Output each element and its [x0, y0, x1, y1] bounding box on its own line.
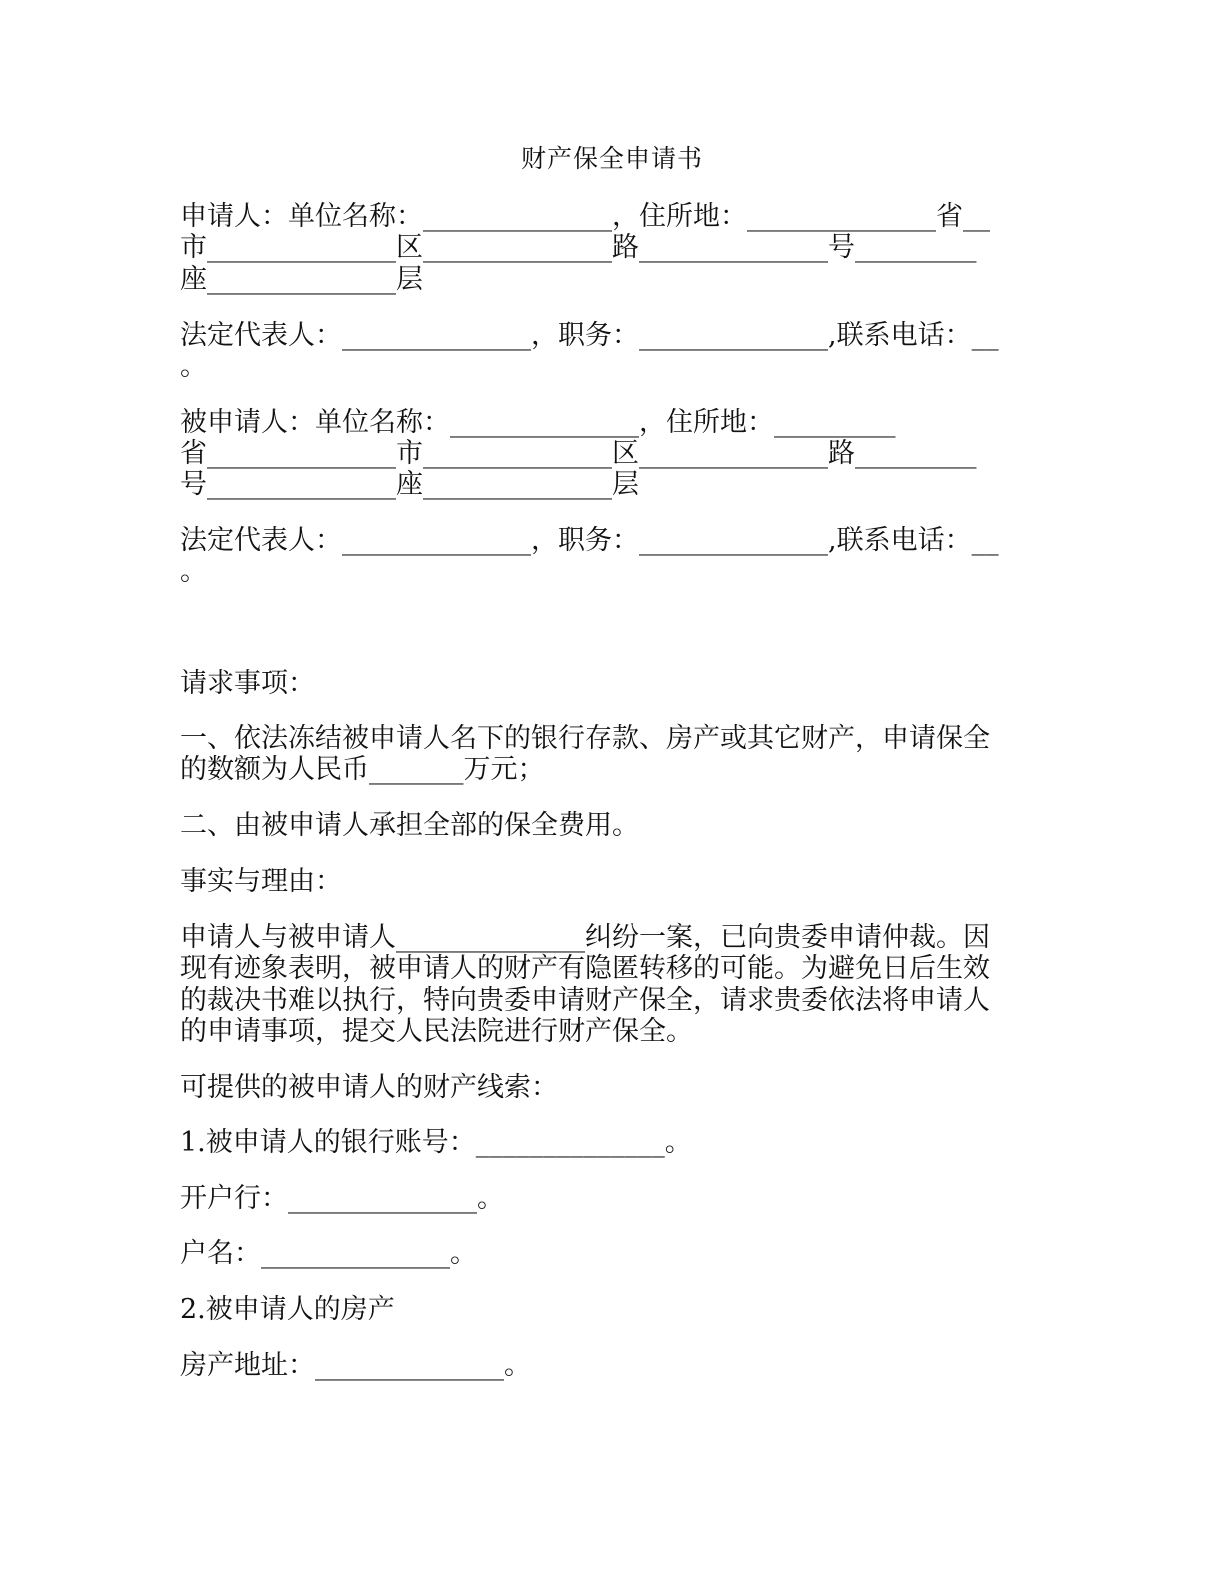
applicant-rep-line-2: 。 [180, 351, 207, 382]
respondent-line-1: 被申请人：单位名称：______________，住所地：_________ [180, 407, 896, 438]
facts-line-2: 现有迹象表明，被申请人的财产有隐匿转移的可能。为避免日后生效 [180, 953, 990, 984]
claim-item-1-line-2: 的数额为人民币_______万元； [180, 754, 545, 785]
bank-branch-line: 开户行：______________。 [180, 1183, 504, 1214]
facts-line-1: 申请人与被申请人______________纠纷一案，已向贵委申请仲裁。因 [180, 922, 990, 953]
document-title: 财产保全申请书 [520, 144, 703, 173]
account-name-line: 户名：______________。 [180, 1238, 477, 1269]
respondent-line-3: 号______________座______________层 [180, 469, 639, 500]
claims-heading: 请求事项： [180, 668, 315, 699]
facts-heading: 事实与理由： [180, 866, 342, 897]
clues-heading: 可提供的被申请人的财产线索： [180, 1072, 558, 1103]
bank-account-line: 1.被申请人的银行账号：______________。 [180, 1127, 692, 1158]
facts-line-3: 的裁决书难以执行，特向贵委申请财产保全，请求贵委依法将申请人 [180, 985, 990, 1016]
claim-item-2: 二、由被申请人承担全部的保全费用。 [180, 810, 639, 841]
property-address-line: 房产地址：______________。 [180, 1350, 531, 1381]
applicant-rep-line-1: 法定代表人：______________，职务：______________,联系电话：__ [180, 320, 999, 351]
claim-item-1-line-1: 一、依法冻结被申请人名下的银行存款、房产或其它财产，申请保全 [180, 723, 990, 754]
respondent-rep-line-2: 。 [180, 556, 207, 587]
applicant-line-2: 市______________区______________路______________号_________ [180, 232, 977, 263]
applicant-line-1: 申请人：单位名称：______________，住所地：______________省__ [180, 201, 990, 232]
respondent-rep-line-1: 法定代表人：______________，职务：______________,联系电话：__ [180, 525, 999, 556]
applicant-line-3: 座______________层 [180, 264, 423, 295]
respondent-line-2: 省______________市______________区______________路_________ [180, 438, 977, 469]
property-heading: 2.被申请人的房产 [180, 1294, 395, 1325]
facts-line-4: 的申请事项，提交人民法院进行财产保全。 [180, 1016, 693, 1047]
